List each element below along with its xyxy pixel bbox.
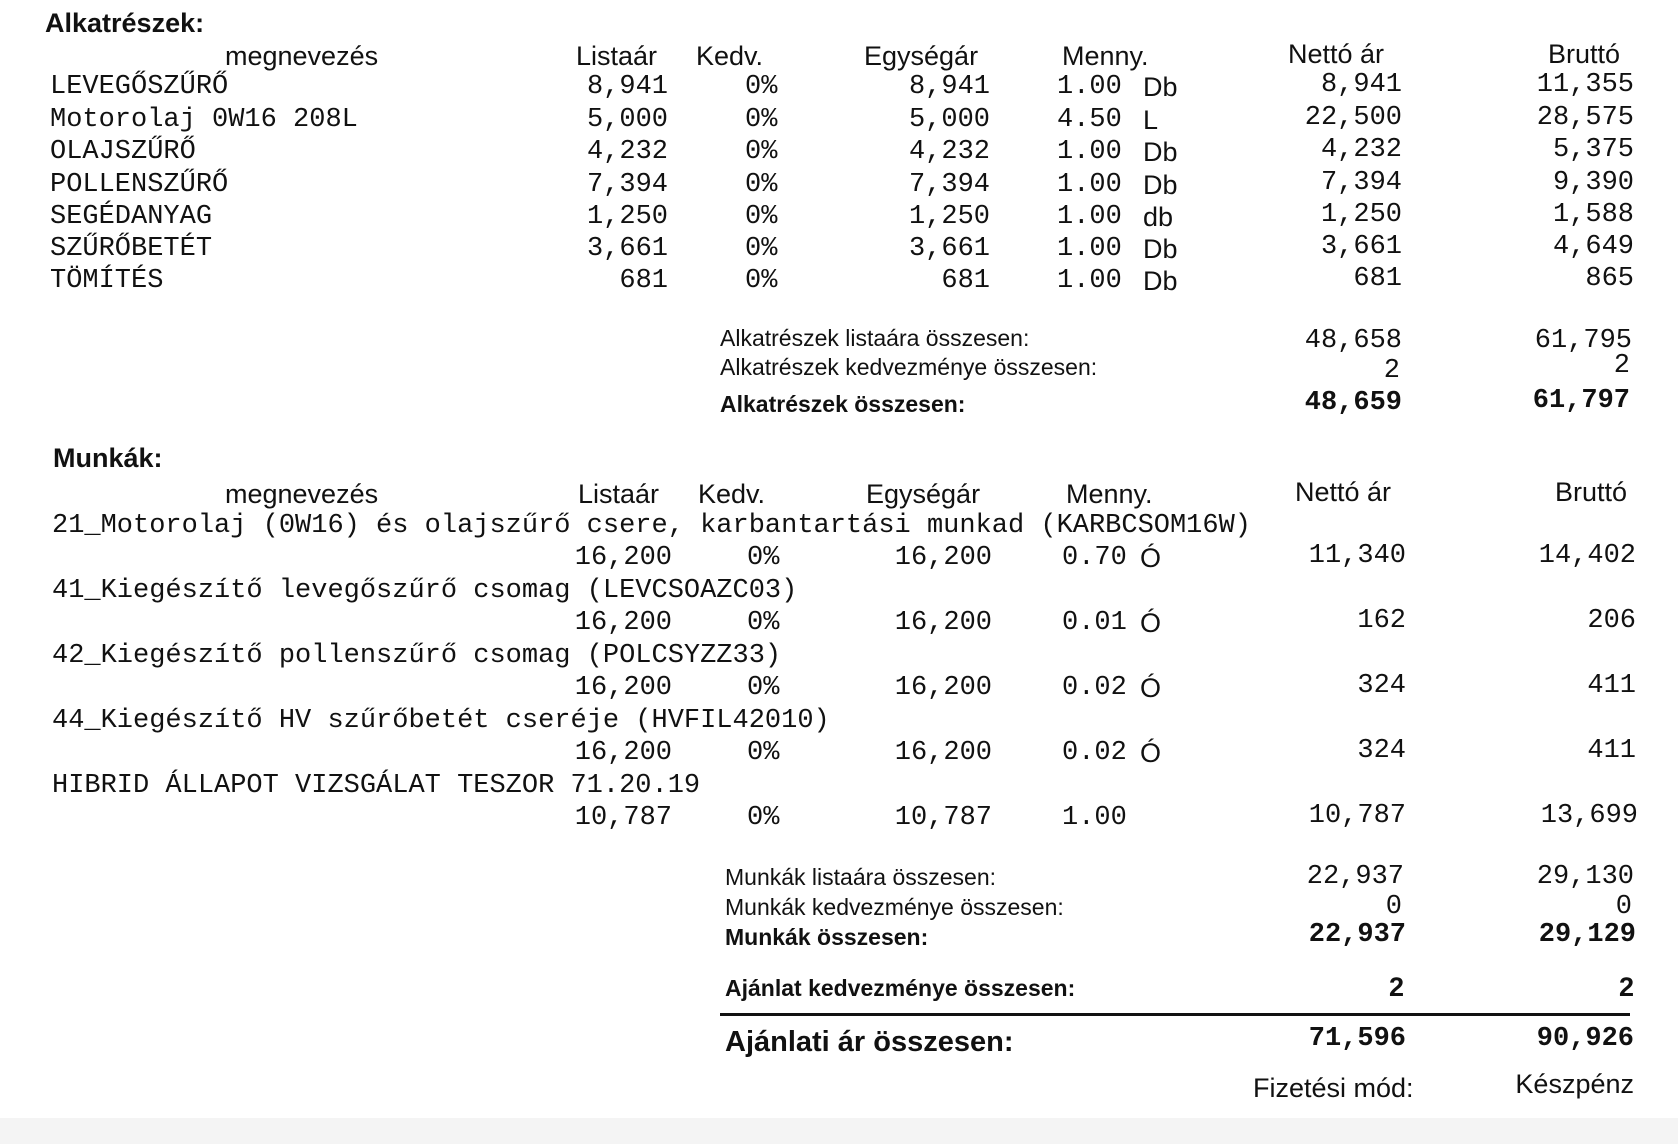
part-unit-price: 3,661 [908,234,990,264]
offer-total-gross: 90,926 [1536,1024,1634,1054]
work-quantity: 0.01 [1062,608,1127,638]
work-discount: 0% [747,803,780,833]
part-name: LEVEGŐSZŰRŐ [50,72,229,102]
work-discount: 0% [747,543,780,573]
parts-header-name: megnevezés [225,41,379,71]
work-quantity: 1.00 [1062,803,1127,833]
works-list-total-label: Munkák listaára összesen: [725,864,997,890]
works-header-discount: Kedv. [698,479,766,509]
part-discount: 0% [745,266,778,296]
part-unit-price: 8,941 [908,72,990,102]
offer-total-label: Ajánlati ár összesen: [725,1026,1014,1058]
work-gross-price: 14,402 [1538,541,1636,571]
works-discount-total-label: Munkák kedvezménye összesen: [725,894,1064,920]
part-discount: 0% [745,137,778,167]
part-name: Motorolaj 0W16 208L [50,105,358,135]
part-list-price: 681 [619,266,668,296]
part-unit-of-measure: Db [1143,72,1178,102]
work-list-price: 16,200 [574,738,672,768]
part-discount: 0% [745,72,778,102]
work-name: 21_Motorolaj (0W16) és olajszűrő csere, karbantartási munkad (KARBCSOM16W) [52,511,1251,541]
part-gross-price: 1,588 [1552,200,1634,230]
part-unit-price: 1,250 [908,202,990,232]
part-name: SEGÉDANYAG [50,202,213,232]
part-discount: 0% [745,105,778,135]
part-list-price: 8,941 [586,72,668,102]
work-unit-price: 16,200 [894,738,992,768]
work-gross-price: 411 [1587,671,1636,701]
work-net-price: 162 [1357,606,1406,636]
work-net-price: 324 [1357,736,1406,766]
part-list-price: 1,250 [586,202,668,232]
parts-discount-total-net: 2 [1383,356,1400,386]
parts-grand-total-label: Alkatrészek összesen: [720,391,966,417]
parts-list-total-net: 48,658 [1304,326,1402,356]
work-quantity: 0.70 [1062,543,1127,573]
part-unit-price: 7,394 [908,170,990,200]
works-discount-total-gross: 0 [1615,892,1632,922]
part-unit-price: 5,000 [908,105,990,135]
parts-header-list-price: Listaár [576,41,658,71]
works-header-net: Nettó ár [1295,477,1392,507]
part-net-price: 7,394 [1320,168,1402,198]
part-name: SZŰRŐBETÉT [50,234,213,264]
work-list-price: 16,200 [574,543,672,573]
work-unit-price: 16,200 [894,543,992,573]
work-gross-price: 411 [1587,736,1636,766]
part-gross-price: 865 [1585,264,1634,294]
work-discount: 0% [747,608,780,638]
work-name: HIBRID ÁLLAPOT VIZSGÁLAT TESZOR 71.20.19 [52,771,701,801]
works-discount-total-net: 0 [1385,892,1402,922]
offer-discount-gross: 2 [1618,972,1634,1002]
part-name: TÖMÍTÉS [50,266,164,296]
part-discount: 0% [745,234,778,264]
part-quantity: 1.00 [1057,202,1122,232]
work-list-price: 16,200 [574,608,672,638]
work-net-price: 10,787 [1308,801,1406,831]
parts-list-total-label: Alkatrészek listaára összesen: [720,325,1030,351]
part-gross-price: 9,390 [1552,168,1634,198]
work-name: 42_Kiegészítő pollenszűrő csomag (POLCSYZZ33) [52,641,782,671]
offer-discount-label: Ajánlat kedvezménye összesen: [725,975,1076,1001]
work-quantity: 0.02 [1062,673,1127,703]
works-header-unit-price: Egységár [866,479,981,509]
works-list-total-gross: 29,130 [1536,862,1634,892]
total-divider-line [720,1013,1630,1016]
parts-list-total-gross: 61,795 [1534,326,1632,356]
part-unit-price: 681 [941,266,990,296]
part-list-price: 7,394 [586,170,668,200]
part-net-price: 3,661 [1320,232,1402,262]
work-net-price: 324 [1357,671,1406,701]
works-grand-total-gross: 29,129 [1538,920,1636,950]
part-name: POLLENSZŰRŐ [50,170,229,200]
work-gross-price: 13,699 [1540,801,1638,831]
parts-header-discount: Kedv. [696,41,764,71]
parts-grand-total-gross: 61,797 [1532,386,1630,416]
works-section-title: Munkák: [53,443,163,473]
works-grand-total-net: 22,937 [1308,920,1406,950]
work-name: 44_Kiegészítő HV szűrőbetét cseréje (HVFIL42010) [52,706,830,736]
work-net-price: 11,340 [1308,541,1406,571]
parts-header-net: Nettó ár [1288,39,1385,69]
part-unit-of-measure: L [1143,105,1159,135]
part-quantity: 1.00 [1057,72,1122,102]
parts-header-gross: Bruttó [1548,39,1621,69]
part-net-price: 8,941 [1320,70,1402,100]
work-name: 41_Kiegészítő levegőszűrő csomag (LEVCSOAZC03) [52,576,798,606]
works-header-list-price: Listaár [578,479,660,509]
part-net-price: 681 [1353,264,1402,294]
part-unit-price: 4,232 [908,137,990,167]
part-net-price: 4,232 [1320,135,1402,165]
works-list-total-net: 22,937 [1306,862,1404,892]
parts-header-unit-price: Egységár [864,41,979,71]
work-list-price: 10,787 [574,803,672,833]
part-unit-of-measure: Db [1143,170,1178,200]
works-header-name: megnevezés [225,479,379,509]
part-unit-of-measure: db [1143,202,1174,232]
part-name: OLAJSZŰRŐ [50,137,196,167]
work-quantity: 0.02 [1062,738,1127,768]
works-grand-total-label: Munkák összesen: [725,924,929,950]
parts-discount-total-gross: 2 [1613,351,1630,381]
part-net-price: 22,500 [1304,103,1402,133]
part-net-price: 1,250 [1320,200,1402,230]
part-gross-price: 11,355 [1536,70,1634,100]
part-quantity: 1.00 [1057,170,1122,200]
part-discount: 0% [745,170,778,200]
part-gross-price: 28,575 [1536,103,1634,133]
work-unit-of-measure: Ó [1140,543,1162,573]
part-list-price: 3,661 [586,234,668,264]
part-unit-of-measure: Db [1143,266,1178,296]
payment-method-value: Készpénz [1515,1069,1634,1099]
work-unit-price: 10,787 [894,803,992,833]
part-discount: 0% [745,202,778,232]
part-gross-price: 4,649 [1552,232,1634,262]
work-discount: 0% [747,738,780,768]
parts-header-quantity: Menny. [1062,41,1149,71]
part-gross-price: 5,375 [1552,135,1634,165]
payment-method-label: Fizetési mód: [1253,1073,1414,1103]
offer-total-net: 71,596 [1308,1024,1406,1054]
work-unit-of-measure: Ó [1140,673,1162,703]
part-list-price: 4,232 [586,137,668,167]
work-unit-price: 16,200 [894,608,992,638]
part-quantity: 1.00 [1057,266,1122,296]
parts-discount-total-label: Alkatrészek kedvezménye összesen: [720,354,1098,380]
works-header-gross: Bruttó [1555,477,1628,507]
work-unit-of-measure: Ó [1140,608,1162,638]
offer-discount-net: 2 [1388,972,1404,1002]
work-discount: 0% [747,673,780,703]
parts-section-title: Alkatrészek: [45,8,205,38]
work-list-price: 16,200 [574,673,672,703]
parts-grand-total-net: 48,659 [1304,388,1402,418]
work-gross-price: 206 [1587,606,1636,636]
part-quantity: 1.00 [1057,234,1122,264]
works-header-quantity: Menny. [1066,479,1153,509]
work-unit-of-measure: Ó [1140,738,1162,768]
part-unit-of-measure: Db [1143,234,1178,264]
work-unit-price: 16,200 [894,673,992,703]
part-unit-of-measure: Db [1143,137,1178,167]
part-list-price: 5,000 [586,105,668,135]
part-quantity: 4.50 [1057,105,1122,135]
part-quantity: 1.00 [1057,137,1122,167]
